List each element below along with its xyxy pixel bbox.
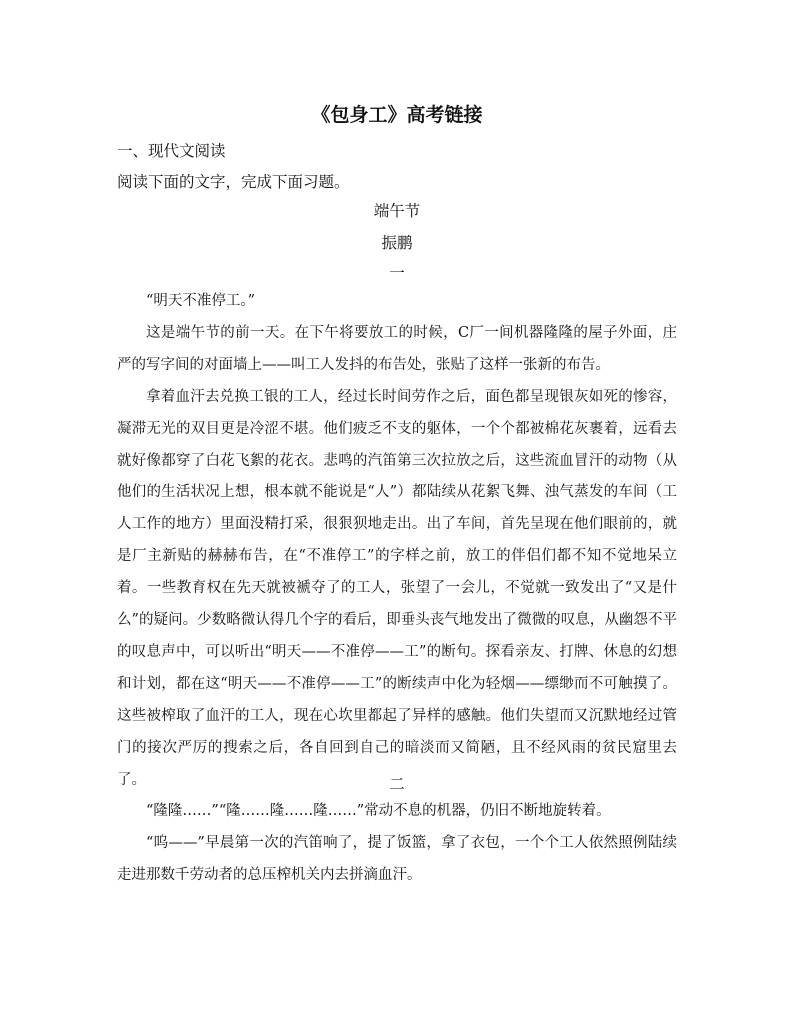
article-paragraph: 拿着血汗去兑换工银的工人，经过长时间劳作之后，面色都呈现银灰如死的惨容，凝滞无光的双目更是冷涩不堪。他们疲乏不支的躯体，一个个都被棉花灰裹着，远看去就好像都穿了白花飞絮的花衣。悲鸣的汽笛第三次拉放之后，这些流血冒汗的动物（从他们的生活状况上想，根本就不能说是“人”）都陆续从花絮飞舞、浊气蒸发的车间（工人工作的地方）里面没精打采，很狠狈地走出。出了车间，首先呈现在他们眼前的，就是厂主新贴的赫赫布告，在“不准停工”的字样之前，放工的伴侣们都不知不觉地呆立着。一些教育权在先天就被褫夺了的工人，张望了一会儿，不觉就一致发出了“又是什么”的疑问。少数略微认得几个字的看后，即垂头丧气地发出了微微的叹息，从幽怨不平的叹息声中，可以听出“明天——不准停——工”的断句。探看亲友、打牌、休息的幻想和计划，都在这“明天——不准停——工”的断续声中化为轻烟——缥缈而不可触摸了。这些被榨取了血汗的工人，现在心坎里都起了异样的感触。他们失望而又沉默地经过管门的接次严厉的搜索之后，各自回到自己的暗淡而又简陋，且不经风雨的贫民窟里去了。: [117, 388, 677, 788]
article-body-part-two: [117, 796, 677, 892]
article-author: 振鹏: [381, 234, 413, 252]
article-title: 端午节: [373, 202, 421, 220]
article-paragraph: “明天不准停工。”: [146, 293, 256, 309]
section-marker-one: 一: [389, 264, 405, 282]
section-heading: 一、现代文阅读: [117, 142, 226, 160]
section-marker-two: 二: [389, 775, 405, 793]
page-title: 《包身工》高考链接: [311, 104, 483, 126]
article-paragraph: “隆隆……”“隆……隆……隆……”常动不息的机器，仍旧不断地旋转着。: [146, 803, 611, 819]
article-paragraph: 这是端午节的前一天。在下午将要放工的时候，C厂一间机器隆隆的屋子外面，庄严的写字间的对面墙上——叫工人发抖的布告处，张贴了这样一张新的布告。: [117, 324, 677, 373]
article-body-part-one: [117, 286, 677, 797]
reading-instruction: 阅读下面的文字，完成下面习题。: [117, 173, 350, 191]
article-paragraph: “呜——”早晨第一次的汽笛响了，提了饭篮，拿了衣包，一个个工人依然照例陆续走进那数千劳动者的总压榨机关内去拼滴血汗。: [117, 834, 677, 883]
